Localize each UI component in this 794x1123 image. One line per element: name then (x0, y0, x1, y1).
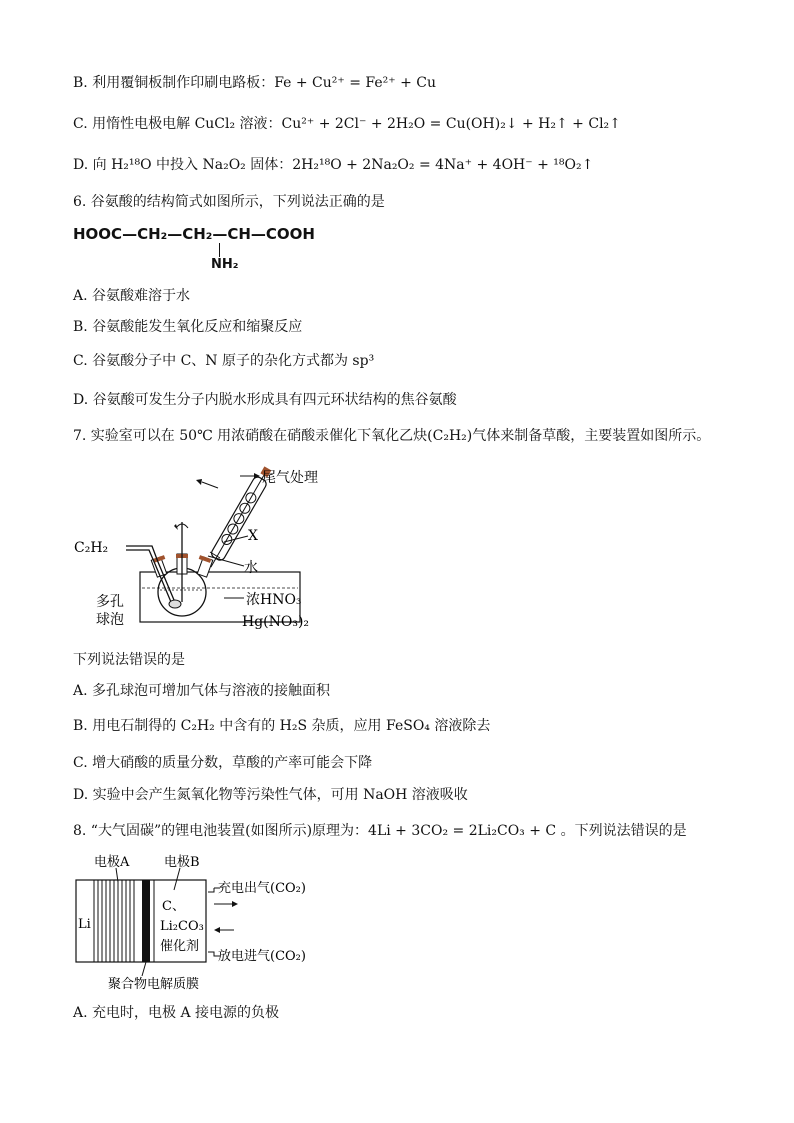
q8-stem: 8. “大气固碳”的锂电池装置(如图所示)原理为：4Li + 3CO₂ = 2Li₂CO₃ + C 。下列说法错误的是 (73, 823, 687, 839)
catalyst-label: 催化剂 (160, 939, 200, 954)
electrode-a-stripes (98, 880, 134, 962)
porous-bulb-label-1: 多孔 (96, 594, 124, 610)
porous-bulb (169, 600, 181, 608)
membrane-label: 聚合物电解质膜 (108, 977, 200, 992)
q7-option-a: A. 多孔球泡可增加气体与溶液的接触面积 (73, 683, 331, 699)
q7-option-b: B. 用电石制得的 C₂H₂ 中含有的 H₂S 杂质，应用 FeSO₄ 溶液除去 (73, 718, 491, 734)
q5-option-d: D. 向 H₂¹⁸O 中投入 Na₂O₂ 固体：2H₂¹⁸O + 2Na₂O₂ = 4Na⁺ + 4OH⁻ + ¹⁸O₂↑ (73, 157, 594, 173)
glutamic-acid-formula: HOOC—CH₂—CH₂—CH—COOH (73, 225, 315, 243)
q5-option-b: B. 利用覆铜板制作印刷电路板：Fe + Cu²⁺ = Fe²⁺ + Cu (73, 75, 437, 91)
electrolyte-membrane (142, 880, 150, 962)
q6-option-d: D. 谷氨酸可发生分子内脱水形成具有四元环状结构的焦谷氨酸 (73, 392, 457, 408)
li2co3-label: Li₂CO₃ (160, 919, 204, 934)
q6-stem: 6. 谷氨酸的结构简式如图所示，下列说法正确的是 (73, 194, 385, 210)
hgno3-label: Hg(NO₃)₂ (242, 614, 310, 630)
q7-option-d: D. 实验中会产生氮氧化物等污染性气体，可用 NaOH 溶液吸收 (73, 787, 468, 803)
porous-bulb-label-2: 球泡 (96, 612, 124, 628)
lithium-battery-diagram (74, 852, 334, 992)
water-label: 水 (244, 560, 258, 576)
q7-option-c: C. 增大硝酸的质量分数，草酸的产率可能会下降 (73, 755, 373, 771)
li-label: Li (78, 917, 91, 932)
charge-out-label: 充电出气(CO₂) (218, 881, 306, 896)
q7-stem: 7. 实验室可以在 50℃ 用浓硝酸在硝酸汞催化下氧化乙炔(C₂H₂)气体来制备草酸，主要装置如图所示。 (73, 428, 711, 444)
oxalic-acid-apparatus-diagram (70, 462, 350, 642)
electrode-a-label: 电极A (94, 855, 130, 870)
q6-option-a: A. 谷氨酸难溶于水 (73, 288, 191, 304)
discharge-in-label: 放电进气(CO₂) (218, 949, 306, 964)
q7-question: 下列说法错误的是 (73, 652, 185, 668)
q6-option-c: C. 谷氨酸分子中 C、N 原子的杂化方式都为 sp³ (73, 353, 375, 369)
tail-gas-label: 尾气处理 (262, 470, 318, 486)
c2h2-label: C₂H₂ (74, 540, 109, 556)
q6-option-b: B. 谷氨酸能发生氧化反应和缩聚反应 (73, 319, 303, 335)
amino-group: NH₂ (211, 257, 239, 272)
hno3-label: 浓HNO₃ (246, 592, 302, 608)
electrode-b-label: 电极B (164, 855, 200, 870)
q5-option-c: C. 用惰性电极电解 CuCl₂ 溶液：Cu²⁺ + 2Cl⁻ + 2H₂O = Cu(OH)₂↓ + H₂↑ + Cl₂↑ (73, 116, 621, 132)
q8-option-a: A. 充电时，电极 A 接电源的负极 (73, 1005, 280, 1021)
formula-bond-vertical (219, 243, 220, 257)
carbon-label: C、 (162, 899, 185, 914)
condenser-x-label: X (248, 528, 258, 544)
